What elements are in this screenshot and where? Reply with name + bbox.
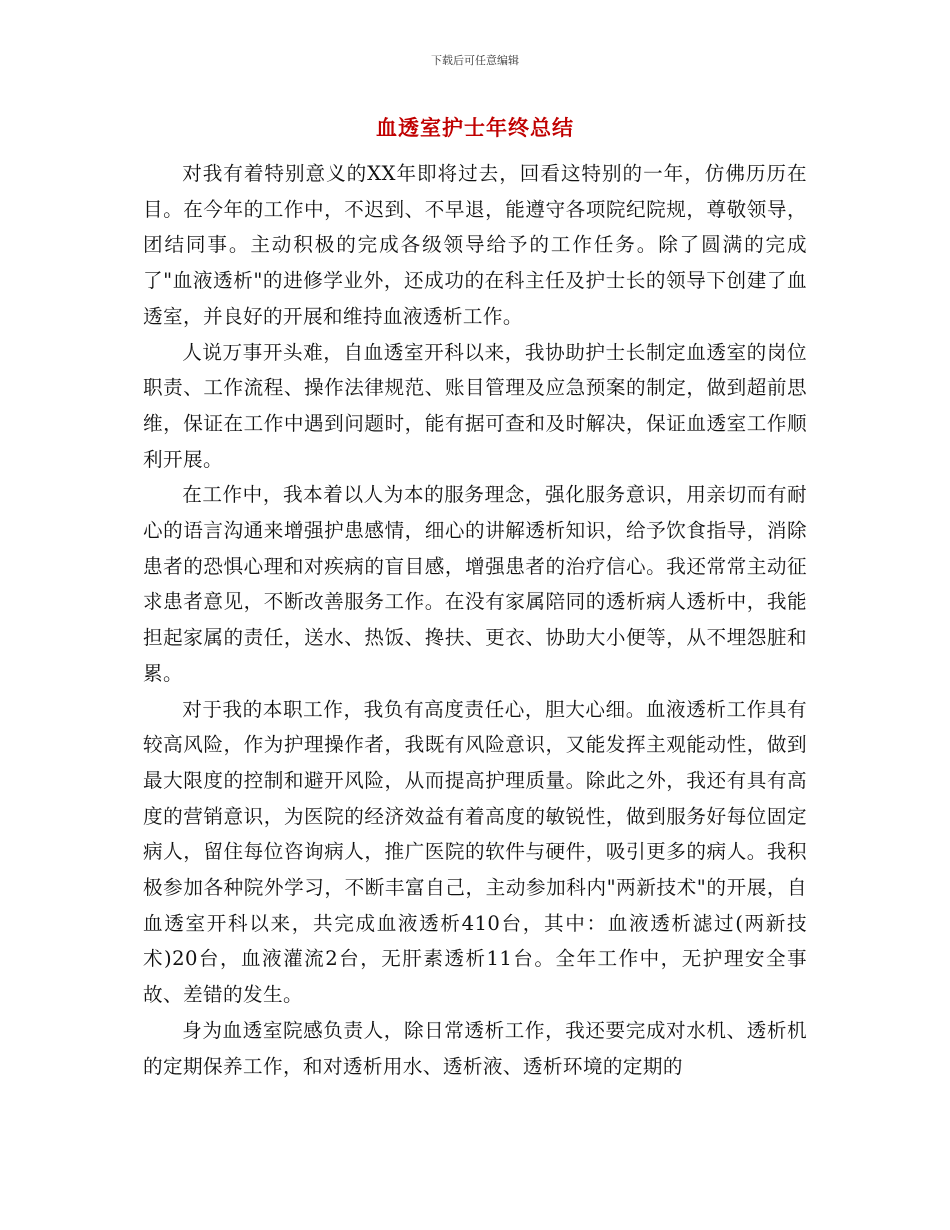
document-title: 血透室护士年终总结 bbox=[376, 116, 574, 140]
paragraph-4: 对于我的本职工作，我负有高度责任心，胆大心细。血液透析工作具有较高风险，作为护理操作者，我既有风险意识，又能发挥主观能动性，做到最大限度的控制和避开风险，从而提高护理质量。除此之外，我还有具有高度的营销意识，为医院的经济效益有着高度的敏锐性，做到服务好每位固定病人，留住每位咨询病人，推广医院的软件与硬件，吸引更多的病人。我积极参加各种院外学习，不断丰富自己，主动参加科内"两新技术"的开展，自血透室开科以来，共完成血液透析410台，其中：血液透析滤过(两新技术)20台，血液灌流2台，无肝素透析11台。全年工作中，无护理安全事故、差错的发生。 bbox=[143, 697, 807, 1007]
paragraph-5: 身为血透室院感负责人，除日常透析工作，我还要完成对水机、透析机的定期保养工作，和对透析用水、透析液、透析环境的定期的 bbox=[143, 1018, 807, 1078]
paragraph-1: 对我有着特别意义的XX年即将过去，回看这特别的一年，仿佛历历在目。在今年的工作中，不迟到、不早退，能遵守各项院纪院规，尊敬领导，团结同事。主动积极的完成各级领导给予的工作任务。除了圆满的完成了"血液透析"的进修学业外，还成功的在科主任及护士长的领导下创建了血透室，并良好的开展和维持血液透析工作。 bbox=[143, 162, 807, 328]
header-note: 下载后可任意编辑 bbox=[431, 54, 519, 67]
paragraph-3: 在工作中，我本着以人为本的服务理念，强化服务意识，用亲切而有耐心的语言沟通来增强护患感情，细心的讲解透析知识，给予饮食指导，消除患者的恐惧心理和对疾病的盲目感，增强患者的治疗信心。我还常常主动征求患者意见，不断改善服务工作。在没有家属陪同的透析病人透析中，我能担起家属的责任，送水、热饭、搀扶、更衣、协助大小便等，从不埋怨脏和累。 bbox=[143, 483, 807, 685]
paragraph-2: 人说万事开头难，自血透室开科以来，我协助护士长制定血透室的岗位职责、工作流程、操作法律规范、账目管理及应急预案的制定，做到超前思维，保证在工作中遇到问题时，能有据可查和及时解决，保证血透室工作顺利开展。 bbox=[143, 340, 807, 471]
document-body bbox=[143, 156, 807, 1084]
